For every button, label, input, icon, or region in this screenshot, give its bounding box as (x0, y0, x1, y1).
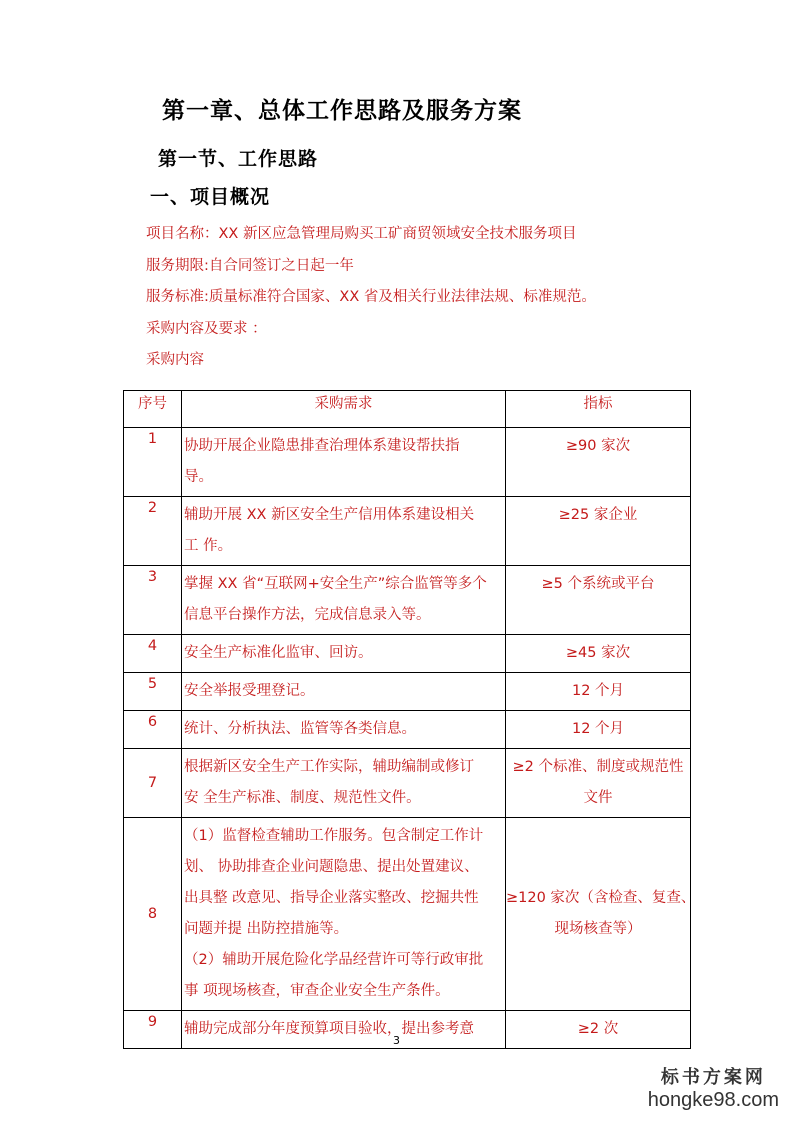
table-row (124, 818, 691, 1011)
indicator-line: 现场核查等） (554, 921, 642, 937)
service-standard-line: 服务标准:质量标准符合国家、XX 省及相关行业法律法规、标准规范。 (146, 289, 596, 305)
procurement-table (123, 390, 696, 1049)
requirement-line: 统计、分析执法、监管等各类信息。 (184, 721, 416, 737)
requirement-line: 掌握 XX 省“互联网+安全生产”综合监管等多个 (184, 576, 487, 592)
row-requirement (182, 749, 506, 818)
row-requirement (182, 818, 506, 1011)
indicator-line: ≥2 次 (577, 1021, 619, 1037)
requirement-line: 根据新区安全生产工作实际，辅助编制或修订 (184, 759, 474, 775)
requirement-line: 问题并提 出防控措施等。 (184, 921, 349, 937)
requirement-line: 安 全生产标准、制度、规范性文件。 (184, 790, 421, 806)
table-row (124, 673, 691, 711)
row-number: 3 (124, 566, 182, 635)
row-indicator (506, 428, 691, 497)
subsection-title: 一、项目概况 (150, 186, 271, 208)
row-requirement (182, 711, 506, 749)
header-indicator: 指标 (506, 391, 691, 428)
requirement-line: （1）监督检查辅助工作服务。包含制定工作计 (184, 828, 484, 844)
row-number: 7 (124, 749, 182, 818)
indicator-line: ≥120 家次（含检查、复查、 (506, 890, 696, 906)
row-requirement (182, 497, 506, 566)
row-number: 4 (124, 635, 182, 673)
table-row (124, 711, 691, 749)
table-row (124, 497, 691, 566)
table-row (124, 428, 691, 497)
procurement-content-line: 采购内容 (146, 352, 204, 368)
indicator-line: 文件 (583, 790, 613, 806)
header-no: 序号 (124, 391, 182, 428)
watermark-url: hongke98.com (647, 1089, 779, 1111)
row-number: 5 (124, 673, 182, 711)
row-indicator (506, 497, 691, 566)
row-requirement (182, 428, 506, 497)
requirement-line: 划、 协助排查企业问题隐患、提出处置建议、 (184, 859, 479, 875)
requirement-line: 工 作。 (184, 538, 233, 554)
chapter-title: 第一章、总体工作思路及服务方案 (162, 98, 522, 124)
requirement-line: 出具整 改意见、指导企业落实整改、挖掘共性 (184, 890, 479, 906)
row-requirement (182, 635, 506, 673)
requirement-line: 辅助完成部分年度预算项目验收，提出参考意 (184, 1021, 474, 1037)
row-number: 9 (124, 1011, 182, 1049)
requirement-line: （2）辅助开展危险化学品经营许可等行政审批 (184, 952, 484, 968)
indicator-line: 12 个月 (571, 683, 625, 699)
requirement-line: 事 项现场核查，审查企业安全生产条件。 (184, 983, 450, 999)
header-requirement: 采购需求 (182, 391, 506, 428)
indicator-line: ≥5 个系统或平台 (541, 576, 655, 592)
row-requirement (182, 566, 506, 635)
requirement-line: 信息平台操作方法，完成信息录入等。 (184, 607, 431, 623)
requirement-line: 导。 (184, 469, 213, 485)
requirement-line: 安全举报受理登记。 (184, 683, 315, 699)
table-row (124, 749, 691, 818)
procurement-requirements-line: 采购内容及要求 ： (146, 320, 267, 337)
page-number: 3 (393, 1034, 400, 1047)
requirement-line: 协助开展企业隐患排查治理体系建设帮扶指 (184, 438, 460, 454)
project-info (146, 220, 596, 378)
row-indicator (506, 673, 691, 711)
watermark-logo (648, 1063, 779, 1112)
row-indicator (506, 711, 691, 749)
requirement-line: 辅助开展 XX 新区安全生产信用体系建设相关 (184, 507, 475, 523)
table-header-row (124, 391, 691, 428)
indicator-line: ≥25 家企业 (558, 507, 638, 523)
table-row (124, 635, 691, 673)
requirement-line: 安全生产标准化监审、回访。 (184, 645, 373, 661)
row-number: 8 (124, 818, 182, 1011)
row-requirement (182, 673, 506, 711)
row-number: 1 (124, 428, 182, 497)
row-indicator (506, 635, 691, 673)
table-row (124, 566, 691, 635)
watermark-title: 标书方案网 (660, 1067, 766, 1088)
row-number: 2 (124, 497, 182, 566)
indicator-line: 12 个月 (571, 721, 625, 737)
row-indicator (506, 818, 696, 1011)
indicator-line: ≥90 家次 (565, 438, 631, 454)
row-indicator (506, 749, 691, 818)
row-indicator (506, 566, 691, 635)
row-number: 6 (124, 711, 182, 749)
indicator-line: ≥45 家次 (565, 645, 631, 661)
section-title: 第一节、工作思路 (158, 148, 319, 170)
service-period-line: 服务期限:自合同签订之日起一年 (146, 257, 354, 274)
project-name-line: 项目名称：XX 新区应急管理局购买工矿商贸领域安全技术服务项目 (146, 226, 577, 242)
indicator-line: ≥2 个标准、制度或规范性 (512, 759, 684, 775)
